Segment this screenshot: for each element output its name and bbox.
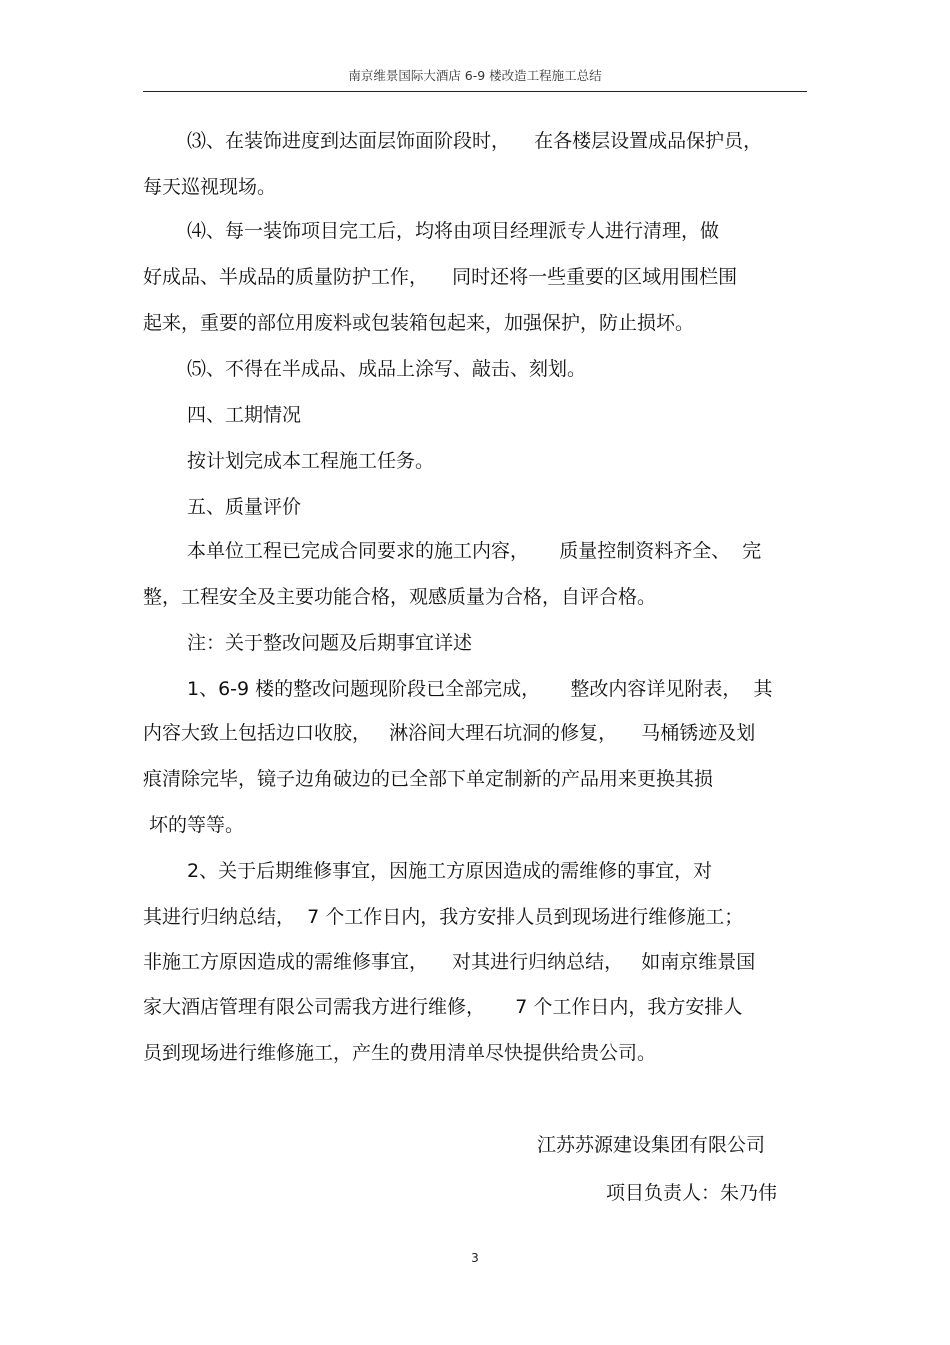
paragraph-line: 坏的等等。 [143, 814, 245, 836]
paragraph-line: 整，工程安全及主要功能合格，观感质量为合格，自评合格。 [143, 586, 657, 608]
company-signature: 江苏苏源建设集团有限公司 [537, 1134, 766, 1156]
paragraph-line: 2、关于后期维修事宜，因施工方原因造成的需维修的事宜，对 [187, 860, 713, 882]
note-heading: 注：关于整改问题及后期事宜详述 [187, 632, 473, 654]
paragraph-line: ⑸、不得在半成品、成品上涂写、敲击、刻划。 [187, 358, 587, 380]
section-heading: 五、质量评价 [187, 496, 302, 518]
paragraph-line: 其进行归纳总结， 7 个工作日内，我方安排人员到现场进行维修施工； [143, 906, 744, 928]
paragraph-line: 非施工方原因造成的需维修事宜， 对其进行归纳总结， 如南京维景国 [143, 951, 756, 973]
paragraph-line: 痕清除完毕，镜子边角破边的已全部下单定制新的产品用来更换其损 [143, 768, 714, 790]
paragraph-line: 本单位工程已完成合同要求的施工内容， 质量控制资料齐全、 完 [187, 540, 762, 562]
paragraph-line: 每天巡视现场。 [143, 176, 277, 198]
paragraph-line: ⑶、在装饰进度到达面层饰面阶段时， 在各楼层设置成品保护员， [187, 130, 763, 152]
header-divider [143, 91, 807, 92]
section-heading: 四、工期情况 [187, 404, 302, 426]
paragraph-line: 好成品、半成品的质量防护工作， 同时还将一些重要的区域用围栏围 [143, 266, 738, 288]
paragraph-line: 员到现场进行维修施工，产生的费用清单尽快提供给贵公司。 [143, 1042, 657, 1064]
paragraph-line: 按计划完成本工程施工任务。 [187, 450, 435, 472]
paragraph-line: 1、6-9 楼的整改问题现阶段已全部完成， 整改内容详见附表， 其 [187, 678, 773, 700]
page-number: 3 [471, 1251, 479, 1265]
paragraph-line: 家大酒店管理有限公司需我方进行维修， 7 个工作日内，我方安排人 [143, 996, 743, 1018]
paragraph-line: 内容大致上包括边口收胶， 淋浴间大理石坑洞的修复， 马桶锈迹及划 [143, 722, 756, 744]
paragraph-line: 起来，重要的部位用废料或包装箱包起来，加强保护，防止损坏。 [143, 312, 695, 334]
project-manager: 项目负责人：朱乃伟 [606, 1182, 778, 1204]
paragraph-line: ⑷、每一装饰项目完工后，均将由项目经理派专人进行清理，做 [187, 220, 720, 242]
running-header: 南京维景国际大酒店 6-9 楼改造工程施工总结 [348, 68, 602, 83]
